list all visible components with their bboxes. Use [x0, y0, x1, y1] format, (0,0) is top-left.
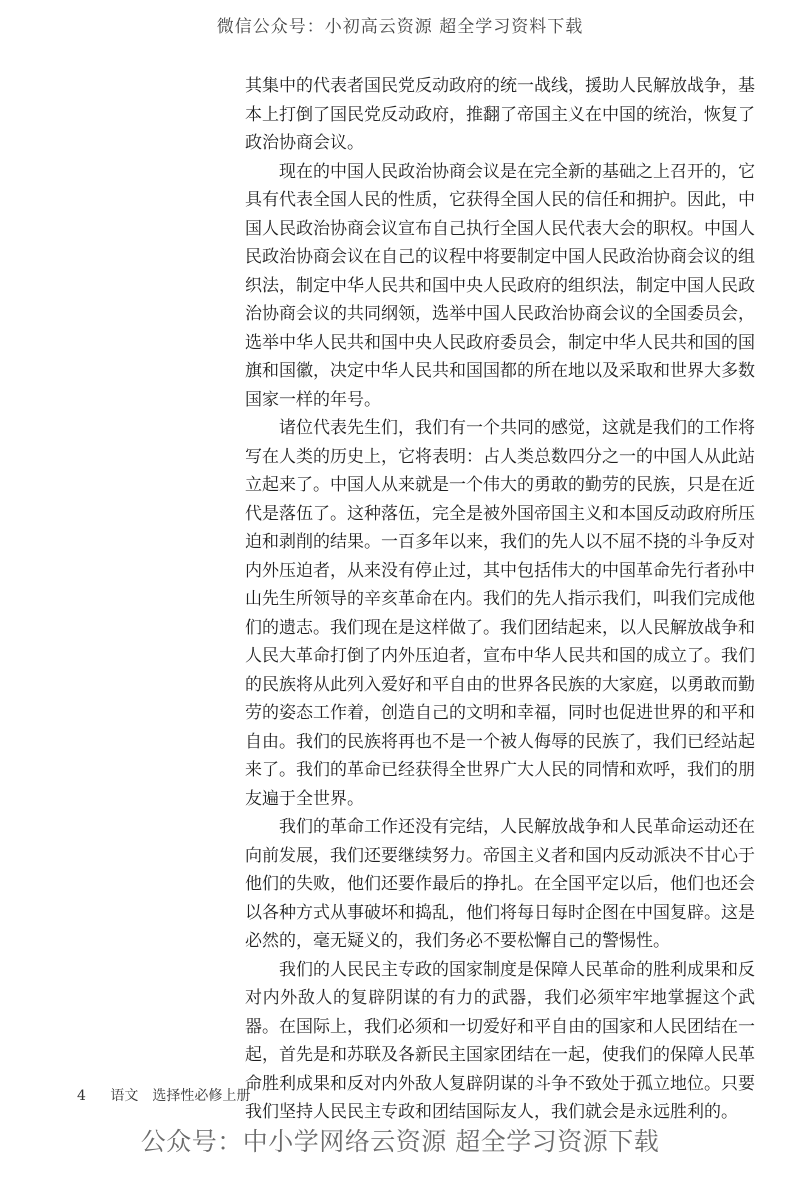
- paragraph: 现在的中国人民政治协商会议是在完全新的基础之上召开的，它具有代表全国人民的性质，它获得全国人民的信任和拥护。因此，中国人民政治协商会议宣布自己执行全国人民代表大会的职权。中国人民政治协商会议在自己的议程中将要制定中国人民政治协商会议的组织法，制定中华人民共和国中央人民政府的组织法，制定中国人民政治协商会议的共同纲领，选举中国人民政治协商会议的全国委员会，选举中华人民共和国中央人民政府委员会，制定中华人民共和国的国旗和国徽，决定中华人民共和国国都的所在地以及采取和世界大多数国家一样的年号。: [245, 161, 755, 410]
- paragraph-continuation: 其集中的代表者国民党反动政府的统一战线，援助人民解放战争，基本上打倒了国民党反动政府，推翻了帝国主义在中国的统治，恢复了政治协商会议。: [245, 76, 755, 153]
- paragraph: 我们的人民民主专政的国家制度是保障人民革命的胜利成果和反对内外敌人的复辟阴谋的有力的武器，我们必须牢牢地掌握这个武器。在国际上，我们必须和一切爱好和平自由的国家和人民团结在一起，首先是和苏联及各新民主国家团结在一起，使我们的保障人民革命胜利成果和反对内外敌人复辟阴谋的斗争不致处于孤立地位。只要我们坚持人民民主专政和团结国际友人，我们就会是永远胜利的。: [245, 959, 755, 1122]
- top-banner-watermark: 微信公众号：小初高云资源 超全学习资料下载: [216, 17, 584, 37]
- paragraph: 诸位代表先生们，我们有一个共同的感觉，这就是我们的工作将写在人类的历史上，它将表明：占人类总数四分之一的中国人从此站立起来了。中国人从来就是一个伟大的勇敢的勤劳的民族，只是在近代是落伍了。这种落伍，完全是被外国帝国主义和本国反动政府所压迫和剥削的结果。一百多年以来，我们的先人以不屈不挠的斗争反对内外压迫者，从来没有停止过，其中包括伟大的中国革命先行者孙中山先生所领导的辛亥革命在内。我们的先人指示我们，叫我们完成他们的遗志。我们现在是这样做了。我们团结起来，以人民解放战争和人民大革命打倒了内外压迫者，宣布中华人民共和国的成立了。我们的民族将从此列入爱好和平自由的世界各民族的大家庭，以勇敢而勤劳的姿态工作着，创造自己的文明和幸福，同时也促进世界的和平和自由。我们的民族将再也不是一个被人侮辱的民族了，我们已经站起来了。我们的革命已经获得全世界广大人民的同情和欢呼，我们的朋友遍于全世界。: [245, 418, 755, 809]
- page-number: 4: [77, 1088, 86, 1104]
- page-footer: [77, 1085, 250, 1105]
- book-title: 语文 选择性必修上册: [110, 1088, 251, 1104]
- article-body: [245, 72, 755, 1127]
- bottom-watermark: 公众号：中小学网络云资源 超全学习资源下载: [140, 1127, 660, 1156]
- paragraph: 我们的革命工作还没有完结，人民解放战争和人民革命运动还在向前发展，我们还要继续努力。帝国主义者和国内反动派决不甘心于他们的失败，他们还要作最后的挣扎。在全国平定以后，他们也还会以各种方式从事破坏和捣乱，他们将每日每时企图在中国复辟。这是必然的，毫无疑义的，我们务必不要松懈自己的警惕性。: [245, 817, 755, 951]
